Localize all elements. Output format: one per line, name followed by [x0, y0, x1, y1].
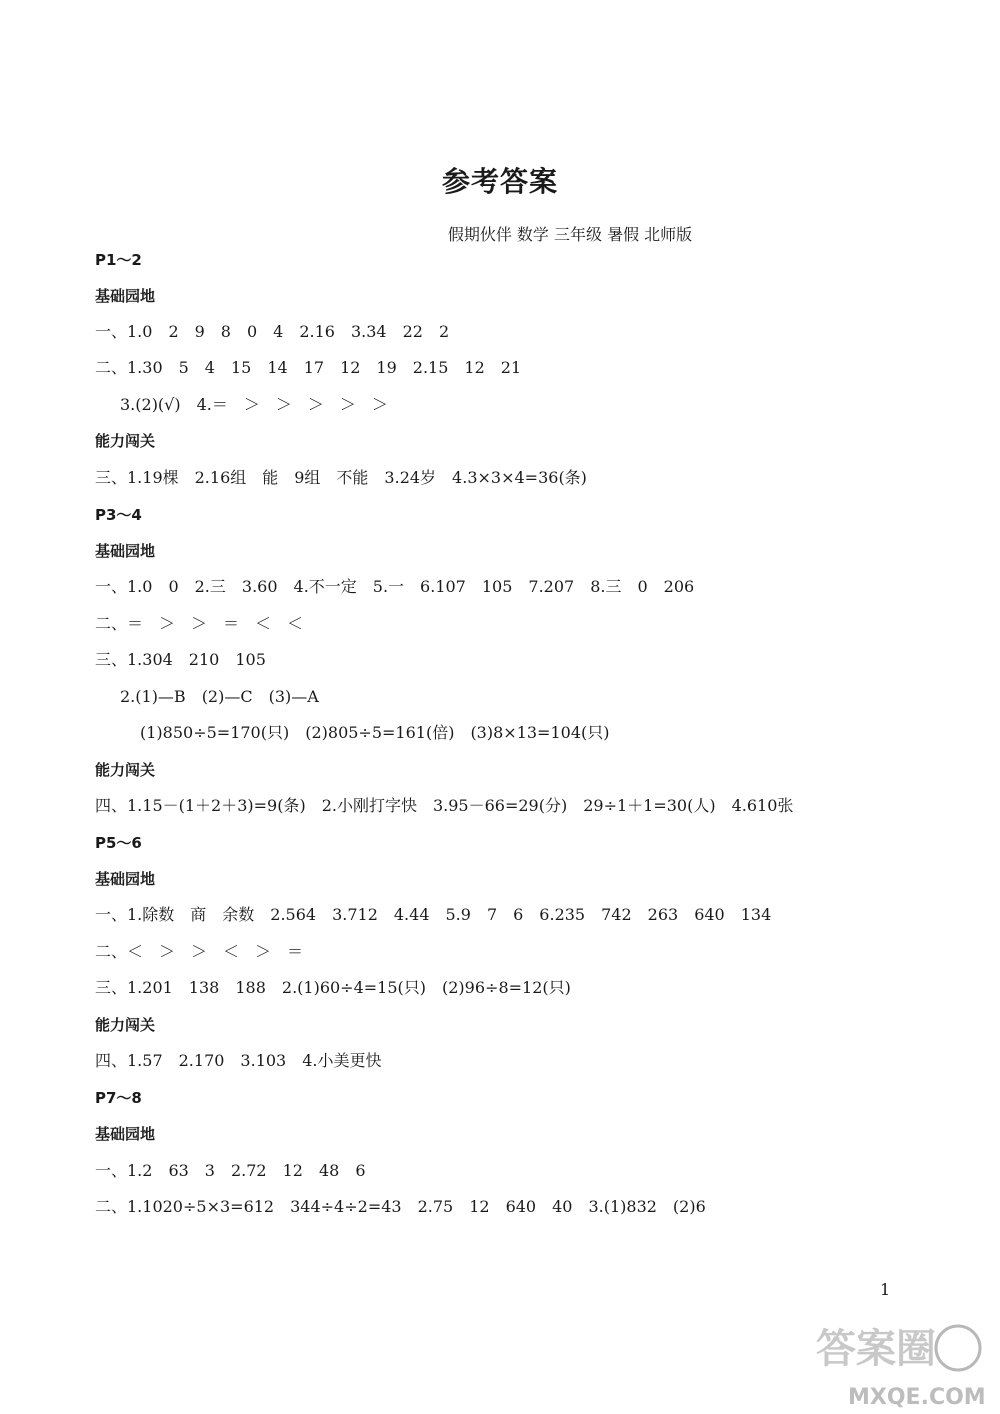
answer-line: 一、1.0 2 9 8 0 4 2.16 3.34 22 2: [95, 322, 450, 341]
answer-line: 四、1.57 2.170 3.103 4.小美更快: [95, 1051, 382, 1070]
section-heading-p5-6: P5～6: [95, 834, 142, 852]
answer-line: 二、＜ ＞ ＞ ＜ ＞ ＝: [95, 942, 304, 961]
answer-line: 一、1.0 0 2.三 3.60 4.不一定 5.一 6.107 105 7.207 8.三 0 206: [95, 577, 695, 596]
answer-line: 二、1.1020÷5×3=612 344÷4÷2=43 2.75 12 640 40 3.(1)832 (2)6: [95, 1197, 706, 1216]
svg-text:答案圈: 答案圈: [816, 1326, 936, 1372]
watermark-text: MXQE.COM: [848, 1385, 986, 1410]
answer-line: 二、＝ ＞ ＞ ＝ ＜ ＜: [95, 614, 304, 633]
answer-line: 一、1.除数 商 余数 2.564 3.712 4.44 5.9 7 6 6.235 742 263 640 134: [95, 905, 772, 924]
page-number: 1: [880, 1280, 891, 1299]
answer-line: 一、1.2 63 3 2.72 12 48 6: [95, 1161, 366, 1180]
answer-line: (1)850÷5=170(只) (2)805÷5=161(倍) (3)8×13=104(只): [140, 723, 610, 742]
section-heading-p1-2: P1～2: [95, 251, 142, 269]
answer-line: 3.(2)(√) 4.＝ ＞ ＞ ＞ ＞ ＞: [120, 395, 388, 414]
section-heading-p7-8: P7～8: [95, 1089, 142, 1107]
answer-line: 2.(1)—B (2)—C (3)—A: [120, 687, 319, 706]
answer-line: 四、1.15－(1＋2＋3)=9(条) 2.小刚打字快 3.95－66=29(分) 29÷1＋1=30(人) 4.610张: [95, 796, 794, 815]
subtitle-text: 假期伙伴 数学 三年级 暑假 北师版: [447, 225, 693, 244]
answer-line: 三、1.304 210 105: [95, 650, 266, 669]
watermark-logo: [808, 1318, 994, 1410]
answer-line: 三、1.19棵 2.16组 能 9组 不能 3.24岁 4.3×3×4=36(条): [95, 468, 587, 487]
subheading-challenge: 能力闯关: [95, 1016, 156, 1034]
subheading-challenge: 能力闯关: [95, 432, 156, 450]
page-title: 参考答案: [441, 165, 558, 198]
answer-line: 二、1.30 5 4 15 14 17 12 19 2.15 12 21: [95, 358, 522, 377]
page-subtitle: [0, 222, 1000, 245]
subheading-basics: 基础园地: [95, 542, 156, 560]
subheading-challenge: 能力闯关: [95, 761, 156, 779]
subheading-basics: 基础园地: [95, 287, 156, 305]
subheading-basics: 基础园地: [95, 1125, 156, 1143]
answer-line: 三、1.201 138 188 2.(1)60÷4=15(只) (2)96÷8=12(只): [95, 978, 571, 997]
section-heading-p3-4: P3～4: [95, 506, 142, 524]
subheading-basics: 基础园地: [95, 870, 156, 888]
